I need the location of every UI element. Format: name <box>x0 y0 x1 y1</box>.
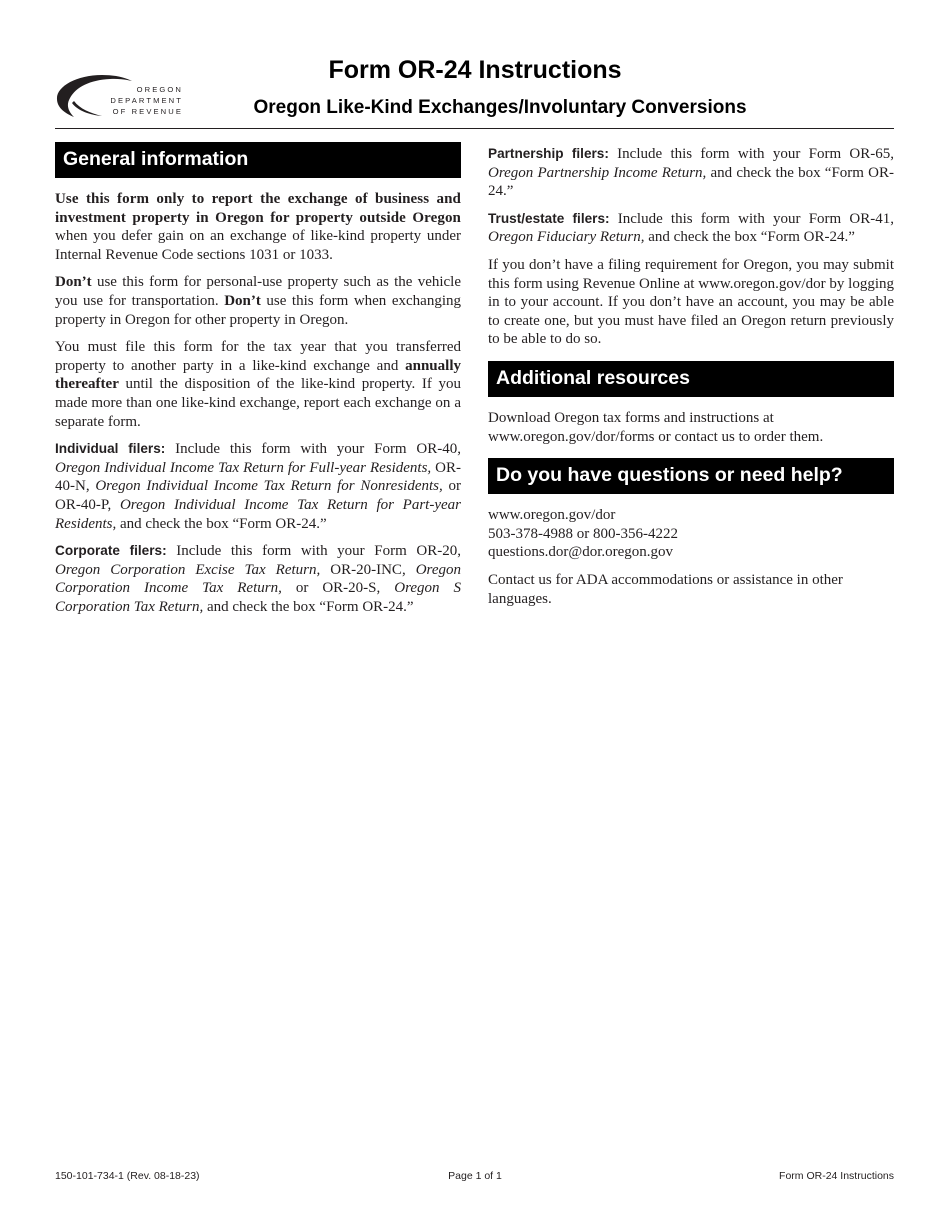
help-heading: Do you have questions or need help? <box>488 458 894 494</box>
general-paragraph-2 <box>55 273 461 329</box>
left-column <box>55 142 461 625</box>
individual-text-1: Include this form with your Form OR-40, <box>165 441 461 458</box>
general-p3-start: You must file this form for the tax year that you transferred property to another party in a like-kind exchange and <box>55 339 461 374</box>
corporate-text-3: or OR-20-S, <box>281 580 395 597</box>
help-email-link[interactable]: questions.dor@dor.oregon.gov <box>488 544 674 561</box>
individual-text-2: OR-40-N, <box>55 459 461 495</box>
general-p3-rest: until the disposition of the like-kind property. If you made more than one like-kind exchange, report each exchange on a separate form. <box>55 376 461 430</box>
no-filing-requirement-paragraph: If you don’t have a filing requirement for Oregon, you may submit this form using Revenue Online at www.oregon.gov/dor by logging in to your account. If you don’t have an account, you may be able to create one, but you must have filed an Oregon return previously to be able to do so. <box>488 256 894 348</box>
individual-form-or40n: Oregon Individual Income Tax Return for Nonresidents, <box>95 478 443 495</box>
footer-document-name: Form OR-24 Instructions <box>779 1170 894 1182</box>
logo-line-of-revenue: OF REVENUE <box>112 107 183 116</box>
help-phone: 503-378-4988 or 800-356-4222 <box>488 525 678 542</box>
header-divider <box>55 128 894 129</box>
additional-resources-text: Download Oregon tax forms and instructions at www.oregon.gov/dor/forms or contact us to order them. <box>488 409 824 445</box>
partnership-filers-label: Partnership filers: <box>488 146 609 161</box>
page-subtitle: Oregon Like-Kind Exchanges/Involuntary Conversions <box>253 97 747 118</box>
trust-text-2: and check the box “Form OR-24.” <box>644 229 855 246</box>
help-website-link[interactable]: www.oregon.gov/dor <box>488 507 616 524</box>
individual-text-3: or OR-40-P, <box>55 478 462 513</box>
ada-accommodations-text: Contact us for ADA accommodations or assistance in other languages. <box>488 571 843 607</box>
corporate-text-2: OR-20-INC, <box>320 561 416 578</box>
general-p2-rest: use this form when exchanging property in Oregon for other property in Oregon. <box>55 292 461 328</box>
corporate-text-1: Include this form with your Form OR-20, <box>166 543 462 560</box>
individual-form-or40: Oregon Individual Income Tax Return for Full-year Residents, <box>55 459 432 476</box>
right-column <box>488 145 894 617</box>
corporate-text-4: and check the box “Form OR-24.” <box>203 598 414 615</box>
corporate-form-or20: Oregon Corporation Excise Tax Return, <box>55 561 321 578</box>
trust-estate-filers-paragraph <box>488 210 894 247</box>
individual-text-4: and check the box “Form OR-24.” <box>116 515 327 532</box>
additional-resources-heading: Additional resources <box>488 361 894 397</box>
logo-line-oregon: OREGON <box>136 85 183 94</box>
footer-form-id: 150-101-734-1 (Rev. 08-18-23) <box>55 1170 200 1182</box>
corporate-form-or20s: Oregon S Corporation Tax Return, <box>55 580 461 615</box>
general-p2-dont-2: Don’t <box>224 292 261 309</box>
general-p1-rest: when you defer gain on an exchange of like-kind property under Internal Revenue Code sections 1031 or 1033. <box>55 228 461 263</box>
general-p3-bold: annually thereafter <box>55 357 461 393</box>
individual-filers-paragraph <box>55 440 461 533</box>
help-contact-block <box>488 506 894 562</box>
individual-form-or40p: Oregon Individual Income Tax Return for Part-year Residents, <box>55 496 461 532</box>
general-p2-dont-1: Don’t <box>55 274 92 291</box>
individual-filers-label: Individual filers: <box>55 441 166 457</box>
trust-estate-filers-label: Trust/estate filers: <box>488 210 610 226</box>
trust-form-or41: Oregon Fiduciary Return, <box>488 229 645 246</box>
general-p2-mid: use this form for personal-use property such as the vehicle you use for transportation. <box>55 274 461 309</box>
logo-line-department: DEPARTMENT <box>110 96 183 105</box>
partnership-text-2: and check the box “Form OR-24.” <box>488 164 894 200</box>
general-paragraph-3 <box>55 338 461 431</box>
general-information-heading: General information <box>55 142 461 178</box>
partnership-text-1: Include this form with your Form OR-65, <box>608 146 894 162</box>
page-title: Form OR-24 Instructions <box>328 56 622 84</box>
corporate-filers-label: Corporate filers: <box>55 543 167 559</box>
partnership-form-or65: Oregon Partnership Income Return, <box>488 164 707 181</box>
general-p1-bold: Use this form only to report the exchange of business and investment property in Oregon for property outside Oregon <box>55 191 461 226</box>
corporate-filers-paragraph <box>55 542 461 616</box>
general-paragraph-1 <box>55 190 461 264</box>
partnership-filers-paragraph <box>488 145 894 201</box>
footer-page-number: Page 1 of 1 <box>448 1170 502 1182</box>
trust-text-1: Include this form with your Form OR-41, <box>609 210 895 227</box>
corporate-form-or20inc: Oregon Corporation Income Tax Return, <box>55 561 461 597</box>
